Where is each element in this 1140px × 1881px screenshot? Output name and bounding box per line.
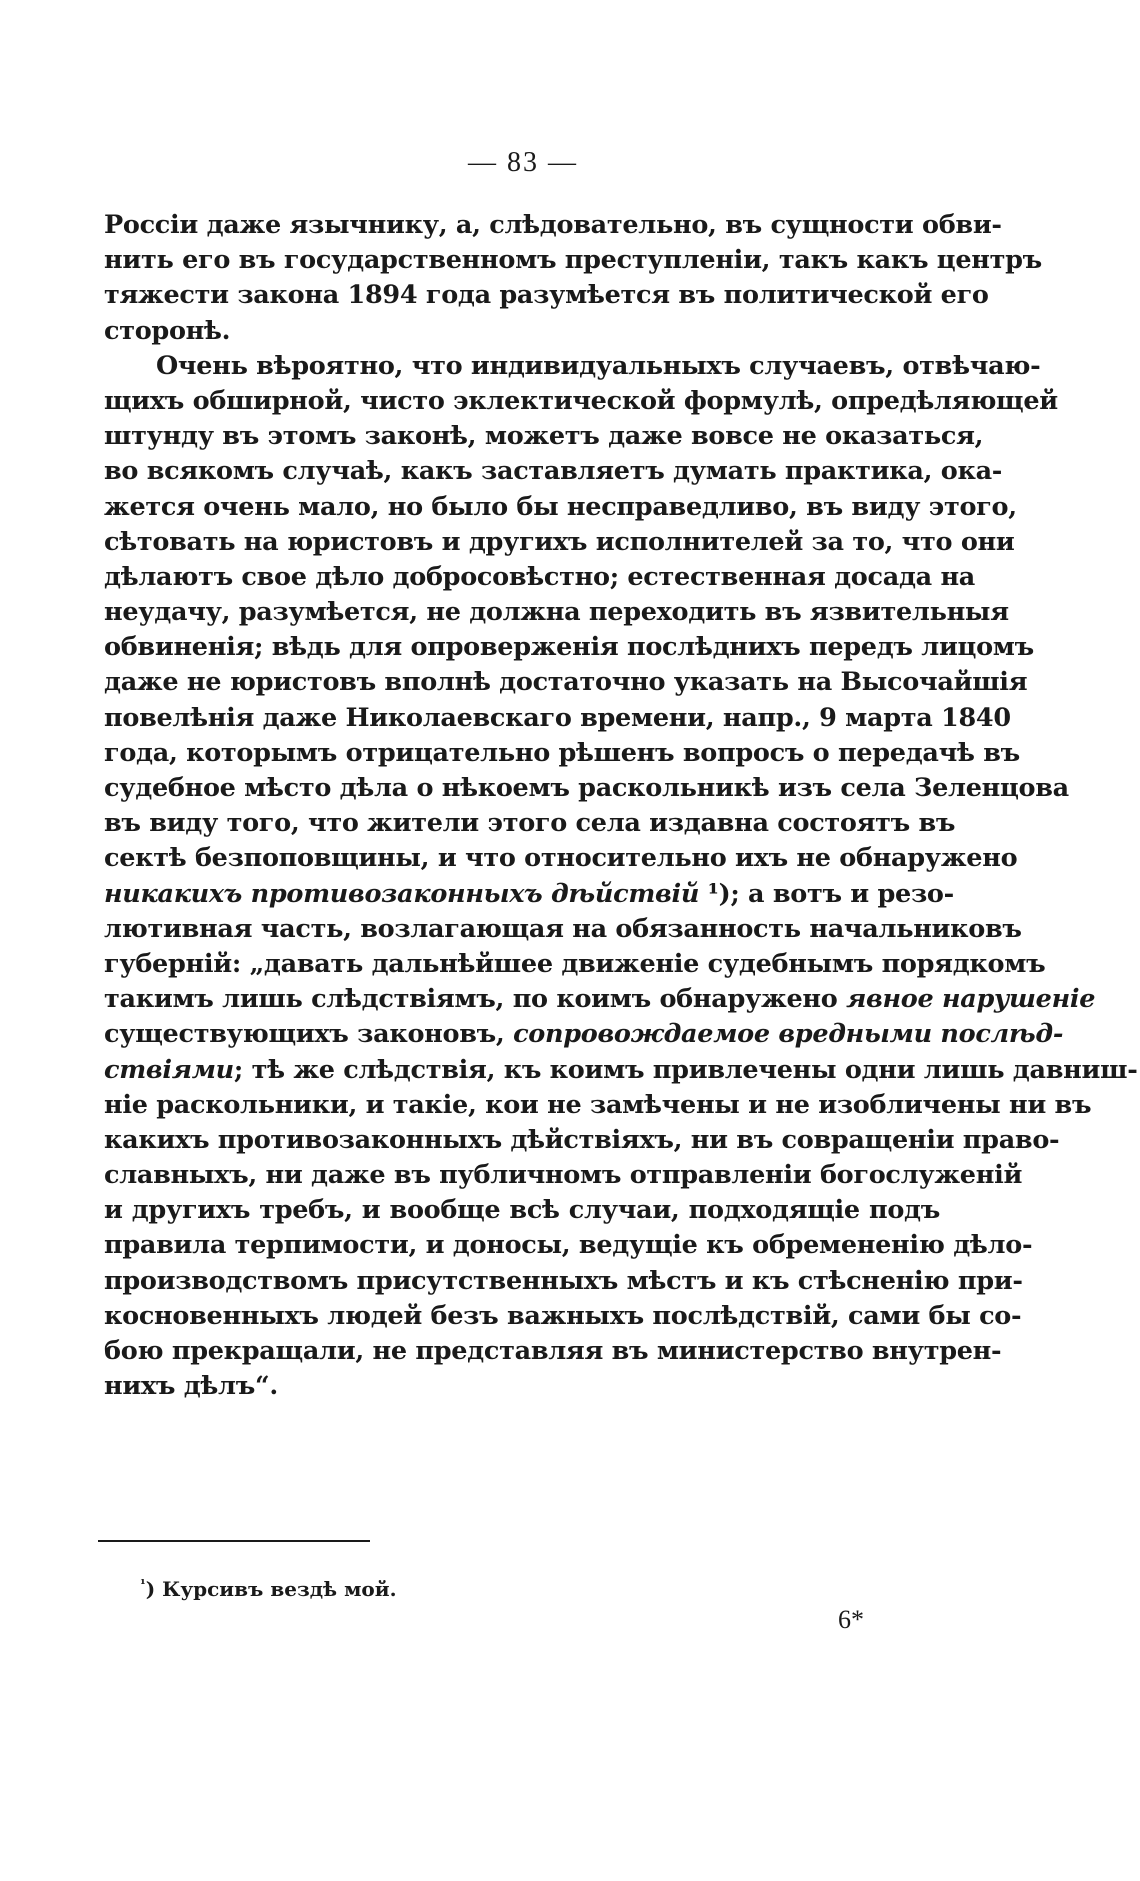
footnote <box>140 1577 397 1601</box>
text-line: неудачу, разумѣется, не должна переходить въ язвительныя <box>104 597 1009 628</box>
text-line: щихъ обширной, чисто эклектической формулѣ, опредѣляющей <box>104 385 1058 416</box>
text-line: даже не юристовъ вполнѣ достаточно указать на Высочайшія <box>104 667 1028 698</box>
text-line <box>104 1017 1064 1052</box>
text-line: правила терпимости, и доносы, ведущіе къ обремененію дѣло- <box>104 1230 1033 1261</box>
text-line: во всякомъ случаѣ, какъ заставляетъ думать практика, ока- <box>104 456 1003 487</box>
text-line: дѣлаютъ свое дѣло добросовѣстно; естественная досада на <box>104 561 976 592</box>
text-line: славныхъ, ни даже въ публичномъ отправленіи богослуженій <box>104 1160 1023 1191</box>
italic-text: никакихъ противозаконныхъ дѣйствій <box>104 878 700 909</box>
italic-text: явное нарушеніе <box>846 984 1096 1015</box>
text-line: повелѣнія даже Николаевскаго времени, напр., 9 марта 1840 <box>104 702 1011 733</box>
text-line: судебное мѣсто дѣла о нѣкоемъ раскольникѣ изъ села Зеленцова <box>104 773 1069 803</box>
footnote-text: ) Курсивъ вездѣ мой. <box>145 1577 397 1601</box>
text-line: сѣтовать на юристовъ и другихъ исполнителей за то, что они <box>104 526 1015 557</box>
text-line: штунду въ этомъ законѣ, можетъ даже вовсе не оказаться, <box>104 421 984 452</box>
text-line: въ виду того, что жители этого села издавна состоятъ въ <box>104 808 956 839</box>
line-text: ¹); а вотъ и резо- <box>699 878 954 909</box>
text-line: бою прекращали, не представляя въ министерство внутрен- <box>104 1336 1002 1366</box>
italic-text: сопровождаемое вредными послѣд- <box>513 1019 1064 1050</box>
body-text <box>104 208 1138 1404</box>
text-line: лютивная часть, возлагающая на обязанность начальниковъ <box>104 913 1022 944</box>
text-line: производствомъ присутственныхъ мѣстъ и къ стѣсненію при- <box>104 1265 1023 1296</box>
footnote-divider <box>98 1540 370 1542</box>
line-text: такимъ лишь слѣдствіямъ, по коимъ обнаружено <box>104 984 847 1015</box>
italic-text: ствіями <box>104 1054 234 1085</box>
text-line <box>104 1053 1138 1088</box>
text-line: обвиненія; вѣдь для опроверженія послѣднихъ передъ лицомъ <box>104 632 1034 663</box>
signature-mark: 6* <box>838 1605 864 1634</box>
text-line: года, которымъ отрицательно рѣшенъ вопросъ о передачѣ въ <box>104 737 1020 768</box>
text-line: какихъ противозаконныхъ дѣйствіяхъ, ни въ совращеніи право- <box>104 1124 1060 1155</box>
text-line: губерній: „давать дальнѣйшее движеніе судебнымъ порядкомъ <box>104 948 1046 979</box>
text-line: жется очень мало, но было бы несправедливо, въ виду этого, <box>104 491 1017 522</box>
footnote-marker: ¹ <box>140 1577 146 1593</box>
text-line: и другихъ требъ, и вообще всѣ случаи, подходящіе подъ <box>104 1195 940 1226</box>
text-line: сторонѣ. <box>104 315 231 346</box>
text-line: сектѣ безпоповщины, и что относительно ихъ не обнаружено <box>104 843 1018 874</box>
text-line <box>104 877 954 912</box>
line-text: существующихъ законовъ, <box>104 1019 514 1050</box>
text-line: нихъ дѣлъ“. <box>104 1371 278 1402</box>
page-number: — 83 — <box>468 147 578 178</box>
line-text: ; тѣ же слѣдствія, къ коимъ привлечены одни лишь давниш- <box>233 1054 1138 1085</box>
text-line: тяжести закона 1894 года разумѣется въ политической его <box>104 280 989 311</box>
paragraph-start-line: Очень вѣроятно, что индивидуальныхъ случаевъ, отвѣчаю- <box>156 350 1041 381</box>
text-line: нить его въ государственномъ преступленіи, такъ какъ центръ <box>104 245 1042 276</box>
text-line: ніе раскольники, и такіе, кои не замѣчены и не изобличены ни въ <box>104 1089 1092 1120</box>
text-line <box>104 982 1096 1017</box>
text-line: косновенныхъ людей безъ важныхъ послѣдствій, сами бы со- <box>104 1300 1022 1331</box>
text-line: Россіи даже язычнику, а, слѣдовательно, въ сущности обви- <box>104 210 1002 240</box>
